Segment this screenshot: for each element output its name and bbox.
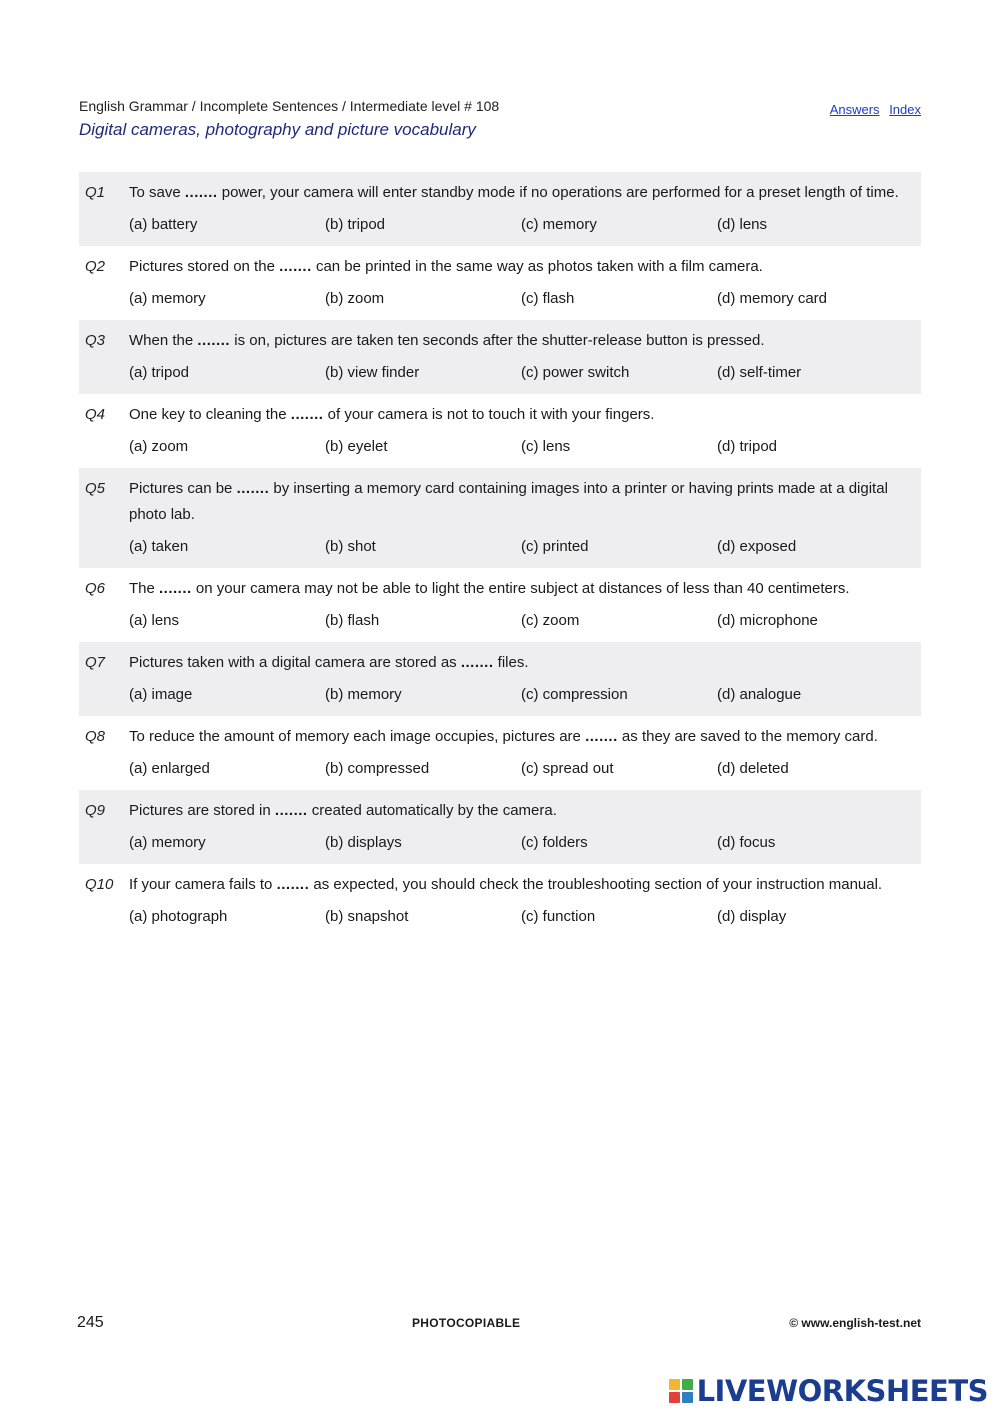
question-number: Q2: [85, 258, 106, 275]
question-text: [129, 476, 913, 528]
question-number: Q5: [85, 480, 106, 497]
answer-option[interactable]: (d) display: [717, 908, 787, 925]
question-text: [129, 328, 913, 354]
question-text-before: To reduce the amount of memory each image occupies, pictures are: [129, 728, 586, 745]
logo-square: [682, 1379, 693, 1390]
question-text: [129, 650, 913, 676]
liveworksheets-logo-icon: [669, 1379, 693, 1403]
answer-blank: .......: [279, 258, 312, 275]
question-item: [79, 642, 921, 716]
answer-option[interactable]: (d) memory card: [717, 290, 828, 307]
question-text-after: files.: [493, 654, 529, 671]
question-row: [79, 576, 913, 602]
breadcrumb: English Grammar / Incomplete Sentences / Intermediate level # 108: [79, 98, 500, 114]
answer-options: [129, 286, 913, 312]
question-text: [129, 576, 913, 602]
question-text-after: of your camera is not to touch it with your fingers.: [323, 406, 655, 423]
question-number: Q3: [85, 332, 106, 349]
question-text-after: as expected, you should check the troubleshooting section of your instruction manual.: [309, 876, 883, 893]
answer-option[interactable]: (b) view finder: [325, 364, 420, 381]
answer-option[interactable]: (c) zoom: [521, 612, 580, 629]
answer-option[interactable]: (d) microphone: [717, 612, 818, 629]
answer-options: [129, 682, 913, 708]
page-title: Digital cameras, photography and picture vocabulary: [79, 120, 476, 139]
answer-option[interactable]: (b) memory: [325, 686, 402, 703]
answer-options: [129, 756, 913, 782]
question-row: [79, 328, 913, 354]
question-row: [79, 180, 913, 206]
question-number: Q4: [85, 406, 106, 423]
logo-square: [669, 1392, 680, 1403]
answer-option[interactable]: (c) lens: [521, 438, 571, 455]
question-item: [79, 568, 921, 642]
question-item: [79, 320, 921, 394]
question-text: [129, 180, 913, 206]
question-number: Q8: [85, 728, 106, 745]
answer-option[interactable]: (b) shot: [325, 538, 376, 555]
question-text-after: by inserting a memory card containing images into a printer or having prints made at a digital photo lab.: [129, 480, 888, 523]
question-number: Q9: [85, 802, 106, 819]
question-text: [129, 798, 913, 824]
answer-option[interactable]: (a) image: [129, 686, 193, 703]
question-text-before: The: [129, 580, 160, 597]
answer-blank: .......: [585, 728, 618, 745]
logo-square: [669, 1379, 680, 1390]
question-list: [79, 172, 921, 938]
answer-option[interactable]: (a) taken: [129, 538, 189, 555]
answer-options: [129, 904, 913, 930]
question-text-before: Pictures can be: [129, 480, 237, 497]
answer-option[interactable]: (b) tripod: [325, 216, 386, 233]
index-link[interactable]: Index: [889, 102, 921, 117]
answer-option[interactable]: (c) compression: [521, 686, 628, 703]
question-text-before: When the: [129, 332, 198, 349]
header-links: [824, 102, 921, 117]
question-text: [129, 724, 913, 750]
answer-option[interactable]: (c) flash: [521, 290, 575, 307]
answer-options: [129, 608, 913, 634]
answer-blank: .......: [460, 654, 494, 671]
answer-option[interactable]: (c) folders: [521, 834, 588, 851]
question-text-before: To save: [129, 184, 185, 201]
question-number: Q6: [85, 580, 106, 597]
copyright-label: © www.english-test.net: [789, 1316, 921, 1330]
liveworksheets-wordmark: LIVEWORKSHEETS: [696, 1374, 988, 1408]
answer-option[interactable]: (d) lens: [717, 216, 768, 233]
answer-options: [129, 360, 913, 386]
question-text-after: as they are saved to the memory card.: [617, 728, 878, 745]
question-row: [79, 254, 913, 280]
question-item: [79, 864, 921, 938]
answer-option[interactable]: (c) memory: [521, 216, 597, 233]
question-item: [79, 246, 921, 320]
question-text-after: can be printed in the same way as photos taken with a film camera.: [311, 258, 763, 275]
question-item: [79, 790, 921, 864]
answer-option[interactable]: (b) eyelet: [325, 438, 388, 455]
answer-blank: .......: [184, 184, 218, 201]
answer-options: [129, 830, 913, 856]
answer-option[interactable]: (c) spread out: [521, 760, 614, 777]
question-text-before: One key to cleaning the: [129, 406, 291, 423]
question-row: [79, 476, 913, 528]
answer-option[interactable]: (d) analogue: [717, 686, 802, 703]
question-item: [79, 468, 921, 568]
answers-link[interactable]: Answers: [829, 102, 880, 117]
question-row: [79, 872, 913, 898]
answer-option[interactable]: (c) power switch: [521, 364, 630, 381]
answer-option[interactable]: (b) compressed: [325, 760, 430, 777]
liveworksheets-branding: [669, 1374, 988, 1408]
question-item: [79, 394, 921, 468]
answer-option[interactable]: (c) function: [521, 908, 596, 925]
answer-blank: .......: [274, 802, 308, 819]
question-row: [79, 798, 913, 824]
answer-options: [129, 434, 913, 460]
question-text: [129, 402, 913, 428]
question-text: [129, 872, 913, 898]
answer-option[interactable]: (d) tripod: [717, 438, 778, 455]
page-number: 245: [77, 1314, 104, 1331]
question-row: [79, 402, 913, 428]
answer-option[interactable]: (a) enlarged: [129, 760, 210, 777]
question-text-before: If your camera fails to: [129, 876, 277, 893]
answer-option[interactable]: (b) zoom: [325, 290, 385, 307]
answer-option[interactable]: (d) focus: [717, 834, 776, 851]
answer-blank: .......: [197, 332, 231, 349]
answer-option[interactable]: (d) deleted: [717, 760, 789, 777]
answer-option[interactable]: (a) tripod: [129, 364, 190, 381]
question-text-after: power, your camera will enter standby mode if no operations are performed for a preset length of time.: [217, 184, 899, 201]
answer-option[interactable]: (a) lens: [129, 612, 180, 629]
question-item: [79, 716, 921, 790]
answer-option[interactable]: (b) snapshot: [325, 908, 409, 925]
answer-option[interactable]: (a) zoom: [129, 438, 189, 455]
answer-option[interactable]: (c) printed: [521, 538, 589, 555]
answer-blank: .......: [276, 876, 310, 893]
answer-options: [129, 212, 913, 238]
question-text-after: created automatically by the camera.: [307, 802, 557, 819]
answer-option[interactable]: (a) photograph: [129, 908, 228, 925]
answer-option[interactable]: (a) memory: [129, 834, 206, 851]
question-row: [79, 724, 913, 750]
answer-option[interactable]: (b) displays: [325, 834, 402, 851]
answer-blank: .......: [236, 480, 270, 497]
photocopiable-label: PHOTOCOPIABLE: [412, 1316, 521, 1330]
question-number: Q7: [85, 654, 106, 671]
logo-square: [682, 1392, 693, 1403]
question-text-after: on your camera may not be able to light the entire subject at distances of less than 40 centimeters.: [191, 580, 850, 597]
question-number: Q10: [85, 876, 114, 893]
question-text: [129, 254, 913, 280]
question-row: [79, 650, 913, 676]
question-text-before: Pictures stored on the: [129, 258, 280, 275]
answer-options: [129, 534, 913, 560]
answer-option[interactable]: (d) exposed: [717, 538, 797, 555]
page-header: [79, 98, 921, 140]
question-text-after: is on, pictures are taken ten seconds after the shutter-release button is pressed.: [230, 332, 765, 349]
answer-blank: .......: [159, 580, 192, 597]
answer-option[interactable]: (a) battery: [129, 216, 198, 233]
question-number: Q1: [85, 184, 106, 201]
answer-option[interactable]: (d) self-timer: [717, 364, 802, 381]
question-text-before: Pictures are stored in: [129, 802, 275, 819]
question-item: [79, 172, 921, 246]
answer-option[interactable]: (b) flash: [325, 612, 380, 629]
answer-blank: .......: [290, 406, 324, 423]
question-text-before: Pictures taken with a digital camera are stored as: [129, 654, 461, 671]
answer-option[interactable]: (a) memory: [129, 290, 206, 307]
